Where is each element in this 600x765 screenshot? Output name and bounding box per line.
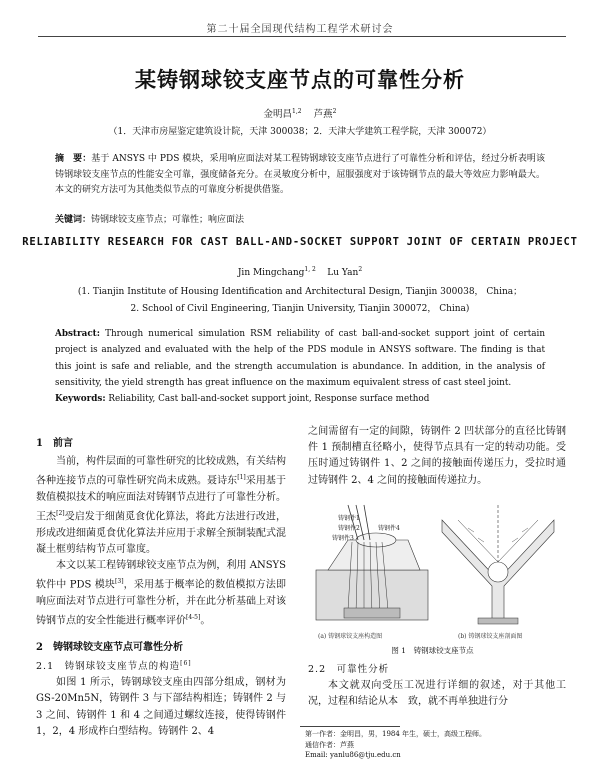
fig-sub-caption-a: (a) 铸钢球铰支座构造图 xyxy=(318,633,383,640)
ref-1: [1] xyxy=(237,474,246,482)
sec1-p1-a: 当前，构件层面的可靠性研究的比较成熟，有关结构各种连接节点的可靠性研究尚未成熟。聂诗东 xyxy=(36,456,286,487)
author2-en-sup: 2 xyxy=(358,266,363,273)
author2-cn: 芦燕 xyxy=(313,109,333,120)
ref-3: [3] xyxy=(115,578,124,586)
figure-1b xyxy=(442,505,554,624)
section21-heading xyxy=(36,656,286,675)
right-column-top xyxy=(308,424,566,489)
footnote-line2: 通信作者：芦燕 xyxy=(305,740,354,749)
right-paragraph1: 之间需留有一定的间隙，铸钢件 2 凹状部分的直径比铸钢件 1 预制槽直径略小，使得节点具有一定的转动功能。受压时通过铸钢件 1、2 之间的接触面传递压力，受拉时通过铸钢件 2、4 之间的接触面传递拉力。 xyxy=(308,426,566,486)
keywords-cn-text: 铸钢球铰支座节点；可靠性；响应面法 xyxy=(91,215,245,225)
footnote-line1: 第一作者：金明昌，男，1984 年生，硕士，高级工程师。 xyxy=(305,730,487,738)
sec1-p1-c: 受启发于细菌觅食优化算法，将此方法进行改进，形成改进细菌觅食优化算法并应用于求解全预制装配式混凝土框剪结构节点可靠度。 xyxy=(36,511,286,555)
affiliation-en xyxy=(0,284,600,318)
figure-1a xyxy=(316,505,428,620)
abstract-en xyxy=(55,326,545,391)
sec1-p2-a: 本文以某工程铸钢球铰支座节点为例，利用 ANSYS 软件中 PDS 模块 xyxy=(36,560,286,591)
abstract-cn-text: 基于 ANSYS 中 PDS 模块，采用响应面法对某工程铸钢球铰支座节点进行了可靠性分析和评估，经过分析表明该铸钢球铰支座节点的性能安全可靠，强度储备充分。在灵敏度分析中，屈服强度对于该铸钢节点的最大等效应力影响最大。本文的研究方法可为其他类似节点的可靠度分析提供借鉴。 xyxy=(55,154,545,195)
fig-label-4: 铸钢件4 xyxy=(378,525,400,532)
sec1-p2-c: 。 xyxy=(200,615,211,627)
section1-heading: 1 前言 xyxy=(36,438,73,449)
sec1-p2-b: ，采用基于概率论的数值模拟方法即响应面法对节点进行可靠性分析，并在此分析基础上对该铸钢节点的安全性能进行概率评价 xyxy=(36,579,286,627)
keywords-en xyxy=(55,394,545,404)
abstract-cn-label: 摘 要： xyxy=(55,154,92,164)
figure-1-drawing xyxy=(308,500,566,642)
author1-en-sup: 1, 2 xyxy=(304,266,316,273)
authors-cn xyxy=(0,106,600,120)
author1-cn: 金明昌 xyxy=(263,109,293,120)
fig-sub-caption-b: (b) 铸钢球铰支座剖面图 xyxy=(458,633,523,640)
footnote xyxy=(305,729,565,761)
left-column xyxy=(36,436,286,740)
footnote-rule xyxy=(300,726,400,727)
section21-paragraph1: 如图 1 所示，铸钢球铰支座由四部分组成，钢材为 GS-20Mn5N，铸钢件 3 与下部结构相连；铸钢件 2 与 3 之间、铸钢件 1 和 4 之间通过螺纹连接，使得铸钢件 1，2，4 形成柞白型结构。铸钢件 2、4 xyxy=(36,677,286,737)
abstract-en-text: Through numerical simulation RSM reliability of cast ball-and-socket support joint of certain project is analyzed and evaluated with the help of the PDS module in ANSYS software. The finding is that this joint is safe and reliable, and the strength accumulation is abundance. In addition, in the analysis of sensitivity, the yield strength has great influence on the maximum equivalent stress of cast steel joint. xyxy=(55,329,546,388)
section2-heading: 2 铸钢球铰支座节点可靠性分析 xyxy=(36,641,183,653)
section1-paragraph2 xyxy=(36,558,286,629)
footnote-line3: Email: yanlu86@tju.edu.cn xyxy=(305,751,401,759)
right-column-bottom xyxy=(308,662,566,711)
figure-1-caption: 图 1 铸钢球铰支座节点 xyxy=(391,646,474,655)
abstract-cn xyxy=(55,152,545,199)
figure-1 xyxy=(308,500,566,642)
keywords-en-label: Keywords: xyxy=(55,394,106,404)
ref-6: [6] xyxy=(180,659,192,667)
section22-paragraph1: 本文就双向受压工况进行详细的叙述，对于其他工况，过程和结论从本 致，就不再单独进行分 xyxy=(308,680,566,708)
keywords-en-text: Reliability, Cast ball-and-socket support joint, Response surface method xyxy=(108,394,430,404)
section22-heading: 2.2 可靠性分析 xyxy=(308,664,390,675)
fig-label-1: 铸钢件1 xyxy=(338,515,360,522)
abstract-en-label: Abstract: xyxy=(55,329,100,339)
ref-2: [2] xyxy=(56,510,65,518)
authors-en xyxy=(0,266,600,278)
fig-label-2: 铸钢件2 xyxy=(338,525,360,532)
author1-cn-sup: 1,2 xyxy=(292,107,302,115)
paper-title-cn: 某铸钢球铰支座节点的可靠性分析 xyxy=(135,67,465,92)
section1-paragraph1 xyxy=(36,454,286,558)
ref-4-5: [4-5] xyxy=(186,614,201,622)
author2-cn-sup: 2 xyxy=(332,107,337,115)
author2-en: Lu Yan xyxy=(327,268,359,278)
keywords-cn xyxy=(55,212,545,225)
affiliation-en-line2: 2. School of Civil Engineering, Tianjin University, Tianjin 300072， China) xyxy=(130,304,470,314)
header-rule xyxy=(38,36,566,37)
running-header: 第二十届全国现代结构工程学术研讨会 xyxy=(206,24,394,35)
sec1-p1-b: 采用基于数值模拟技术的响应面法对铸钢节点进行了可靠性分析。王杰 xyxy=(36,475,286,523)
fig-label-3: 铸钢件3 xyxy=(332,535,354,542)
sec21-heading-text: 2.1 铸钢球铰支座节点的构造 xyxy=(36,660,181,672)
paper-title-en: RELIABILITY RESEARCH FOR CAST BALL-AND-SOCKET SUPPORT JOINT OF CERTAIN PROJECT xyxy=(22,236,578,248)
keywords-cn-label: 关键词： xyxy=(55,215,92,225)
author1-en: Jin Mingchang xyxy=(237,268,305,278)
affiliation-cn: （1．天津市房屋鉴定建筑设计院，天津 300038；2．天津大学建筑工程学院，天津 300072） xyxy=(108,127,492,137)
affiliation-en-line1: (1. Tianjin Institute of Housing Identification and Architectural Design, Tianjin 300038， China； xyxy=(77,287,523,297)
